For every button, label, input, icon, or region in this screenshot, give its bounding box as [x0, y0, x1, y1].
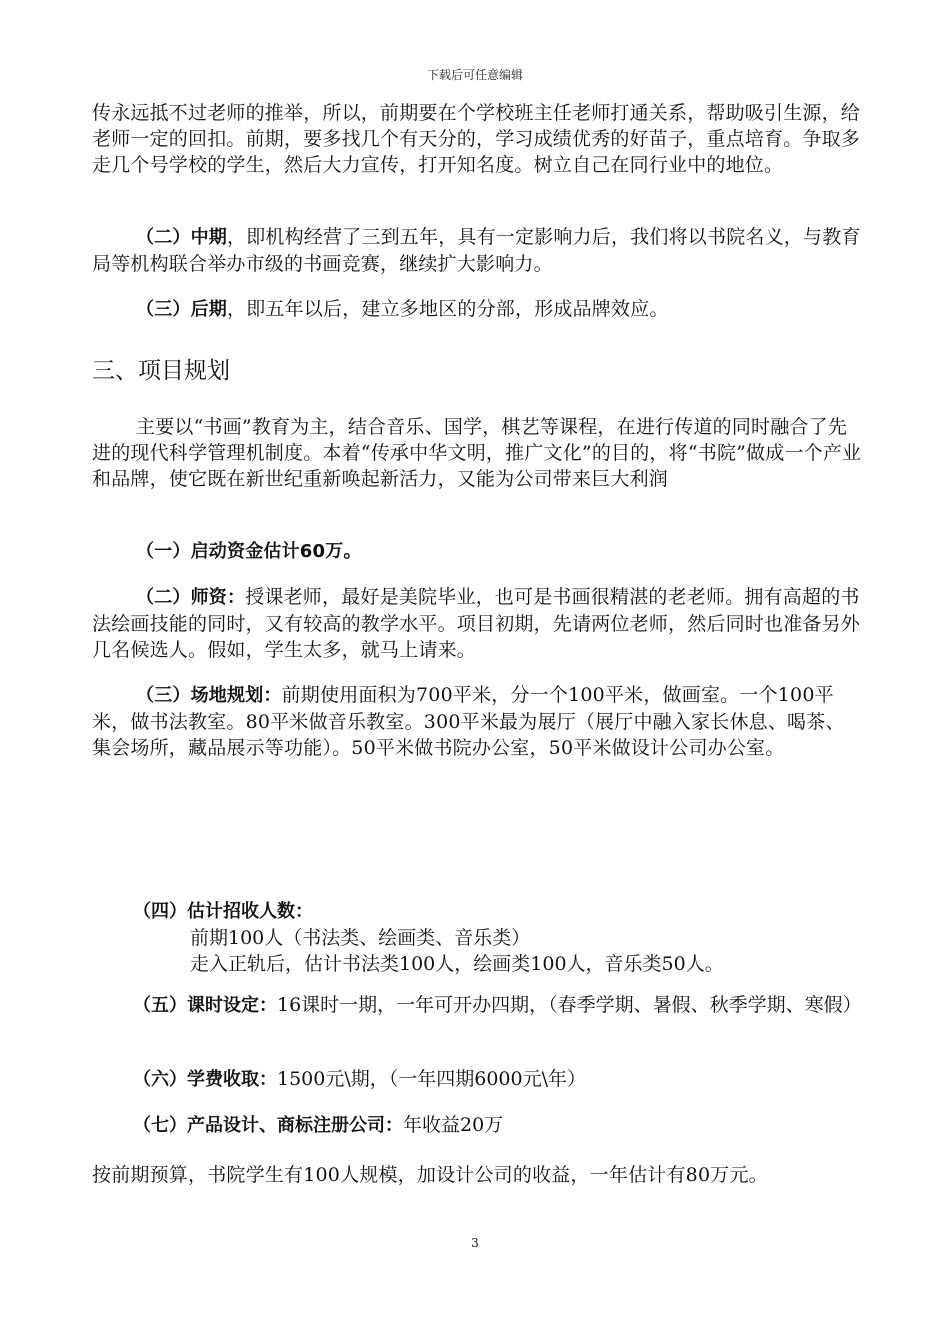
- mid-period-paragraph: [92, 224, 862, 277]
- venue-text: 前期使用面积为700平米，分一个100平米，做画室。一个100平米，做书法教室。80平米做音乐教室。300平米最为展厅（展厅中融入家长休息、喝茶、集会场所，藏品展示等功能）。50平米做书院办公室，50平米做设计公司办公室。: [92, 684, 845, 759]
- plan-paragraph: 主要以“书画”教育为主，结合音乐、国学，棋艺等课程，在进行传道的同时融合了先进的现代科学管理机制度。本着“传承中华文明，推广文化”的目的，将“书院”做成一个产业和品牌，使它既在新世纪重新唤起新活力，又能为公司带来巨大利润: [92, 416, 862, 490]
- design-text: 年收益20万: [403, 1114, 504, 1136]
- fees-text: 1500元\期，（一年四期6000元\年）: [277, 1068, 587, 1090]
- capital-paragraph: [92, 538, 862, 565]
- capital-label: （一）启动资金估计60万。: [136, 541, 362, 562]
- enrollment-line-2: 走入正轨后，估计书法类100人，绘画类100人，音乐类50人。: [190, 953, 724, 975]
- hours-item: [133, 992, 863, 1019]
- design-item: [133, 1112, 863, 1139]
- late-period-paragraph: [92, 296, 862, 323]
- page-header: 下载后可任意编辑: [426, 68, 523, 82]
- hours-text: 16课时一期，一年可开办四期，（春季学期、暑假、秋季学期、寒假）: [277, 994, 862, 1016]
- enrollment-item: [133, 898, 863, 977]
- teachers-label: （二）师资：: [136, 587, 246, 608]
- late-period-label: （三）后期: [136, 299, 227, 320]
- teachers-text: 授课老师，最好是美院毕业，也可是书画很精湛的老老师。拥有高超的书法绘画技能的同时，又有较高的教学水平。项目初期，先请两位老师，然后同时也准备另外几名候选人。假如，学生太多，就马上请来。: [92, 586, 861, 661]
- venue-label: （三）场地规划：: [136, 685, 282, 706]
- intro-paragraph: 传永远抵不过老师的推举，所以，前期要在个学校班主任老师打通关系，帮助吸引生源，给老师一定的回扣。前期，要多找几个有天分的，学习成绩优秀的好苗子，重点培育。争取多走几个号学校的学生，然后大力宣传，打开知名度。树立自己在同行业中的地位。: [92, 102, 861, 176]
- section-title: 三、项目规划: [92, 358, 230, 384]
- design-label: （七）产品设计、商标注册公司：: [133, 1115, 403, 1136]
- late-period-text: ，即五年以后，建立多地区的分部，形成品牌效应。: [227, 298, 669, 320]
- summary-paragraph: 按前期预算，书院学生有100人规模，加设计公司的收益，一年估计有80万元。: [92, 1164, 768, 1186]
- enrollment-line-1: 前期100人（书法类、绘画类、音乐类）: [190, 927, 531, 949]
- teachers-paragraph: [92, 584, 862, 663]
- venue-paragraph: [92, 682, 862, 761]
- hours-label: （五）课时设定：: [133, 995, 277, 1016]
- fees-label: （六）学费收取：: [133, 1069, 277, 1090]
- fees-item: [133, 1066, 863, 1093]
- mid-period-label: （二）中期: [136, 227, 227, 248]
- enrollment-label: （四）估计招收人数：: [133, 901, 313, 922]
- page-number: 3: [471, 1236, 479, 1250]
- mid-period-text: ，即机构经营了三到五年，具有一定影响力后，我们将以书院名义，与教育局等机构联合举办市级的书画竞赛，继续扩大影响力。: [92, 226, 861, 275]
